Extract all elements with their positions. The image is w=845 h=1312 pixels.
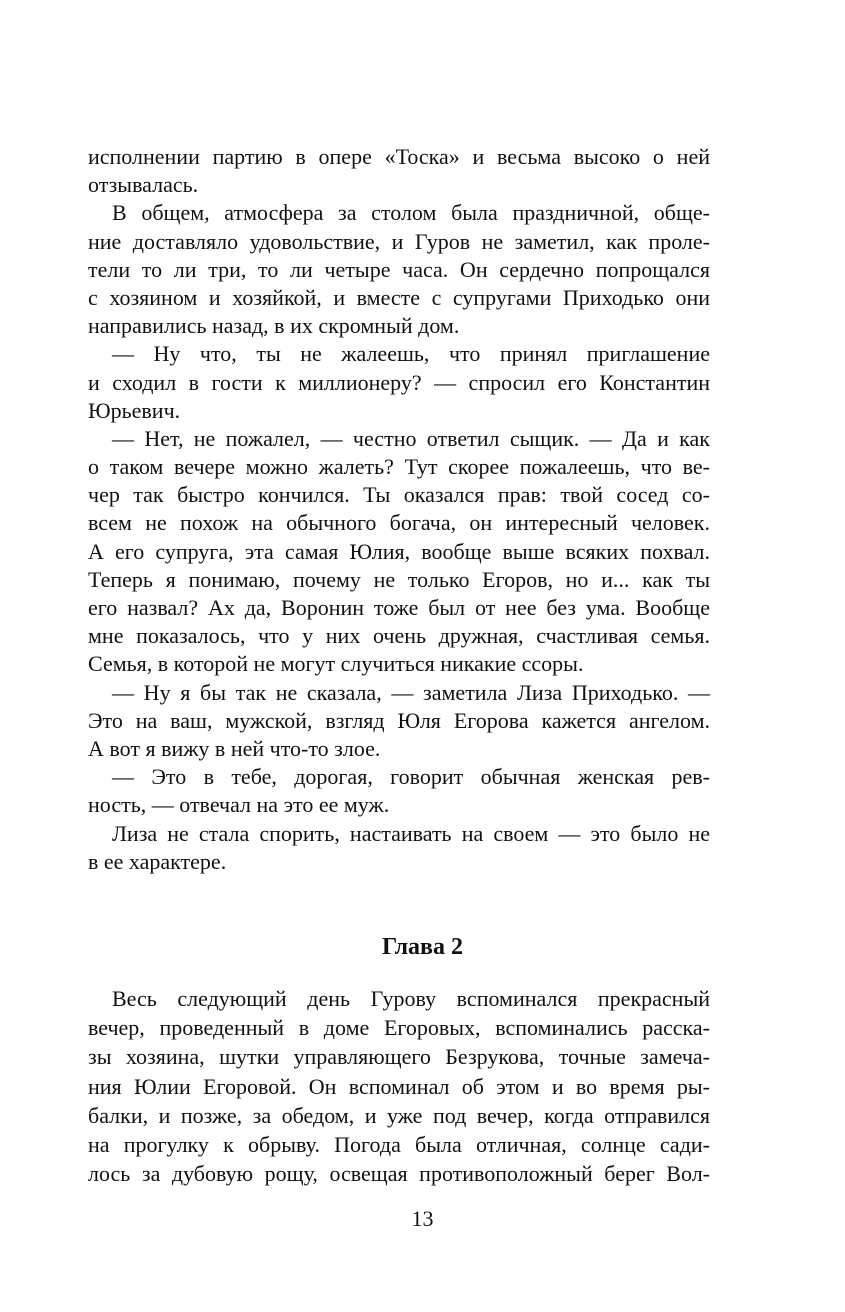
text-line: ния Юлии Егоровой. Он вспоминал об этом и во время ры-: [88, 1073, 710, 1099]
text-line: вечер, проведенный в доме Егоровых, вспоминались расска-: [88, 1015, 710, 1041]
text-line: тели то ли три, то ли четыре часа. Он сердечно попрощался: [88, 256, 710, 282]
text-line: — Это в тебе, дорогая, говорит обычная женская рев-: [112, 764, 710, 790]
text-line: о таком вечере можно жалеть? Тут скорее пожалеешь, что ве-: [88, 454, 710, 480]
text-line: Юрьевич.: [88, 397, 181, 423]
text-block-chapter-2: [88, 984, 710, 1188]
text-line: исполнении партию в опере «Тоска» и весьма высоко о ней: [88, 144, 710, 169]
text-line: А вот я вижу в ней что-то злое.: [88, 735, 381, 761]
text-line: мне показалось, что у них очень дружная, счастливая семья.: [88, 623, 710, 649]
text-line: — Ну я бы так не сказала, — заметила Лиза Приходько. —: [112, 679, 710, 705]
text-line: на прогулку к обрыву. Погода была отличная, солнце сади-: [88, 1131, 710, 1157]
text-line: А его супруга, эта самая Юлия, вообще выше всяких похвал.: [88, 538, 710, 564]
text-line: ность, — отвечал на это ее муж.: [88, 792, 390, 818]
chapter-title: Глава 2: [382, 934, 463, 960]
text-line: отзывалась.: [88, 172, 199, 198]
text-line: Это на ваш, мужской, взгляд Юля Егорова кажется ангелом.: [88, 707, 710, 733]
text-line: Теперь я понимаю, почему не только Егоров, но и... как ты: [88, 566, 710, 592]
text-line: — Нет, не пожалел, — честно ответил сыщик. — Да и как: [112, 425, 710, 451]
text-line: его назвал? Ах да, Воронин тоже был от нее без ума. Вообще: [88, 595, 710, 620]
text-line: зы хозяина, шутки управляющего Безрукова, точные замеча-: [88, 1044, 710, 1070]
text-line: ние доставляло удовольствие, и Гуров не заметил, как проле-: [88, 228, 710, 254]
text-line: — Ну что, ты не жалеешь, что принял приглашение: [112, 341, 710, 367]
text-line: и сходил в гости к миллионеру? — спросил его Константин: [88, 369, 710, 395]
text-line: Весь следующий день Гурову вспоминался прекрасный: [112, 986, 710, 1011]
text-line: направились назад, в их скромный дом.: [88, 313, 460, 339]
text-line: Семья, в которой не могут случиться никакие ссоры.: [88, 651, 584, 677]
text-line: чер так быстро кончился. Ты оказался прав: твой сосед со-: [88, 482, 710, 508]
text-block-previous-chapter: [88, 143, 710, 876]
text-line: в ее характере.: [88, 848, 227, 874]
text-line: В общем, атмосфера за столом была праздничной, обще-: [112, 200, 710, 226]
text-line: лось за дубовую рощу, освещая противоположный берег Вол-: [88, 1161, 710, 1187]
text-line: всем не похож на обычного богача, он интересный человек.: [88, 510, 710, 536]
text-line: балки, и позже, за обедом, и уже под вечер, когда отправился: [88, 1102, 710, 1128]
text-line: Лиза не стала спорить, настаивать на своем — это было не: [112, 820, 710, 846]
page-number: 13: [411, 1206, 434, 1231]
text-line: с хозяином и хозяйкой, и вместе с супругами Приходько они: [88, 284, 710, 310]
